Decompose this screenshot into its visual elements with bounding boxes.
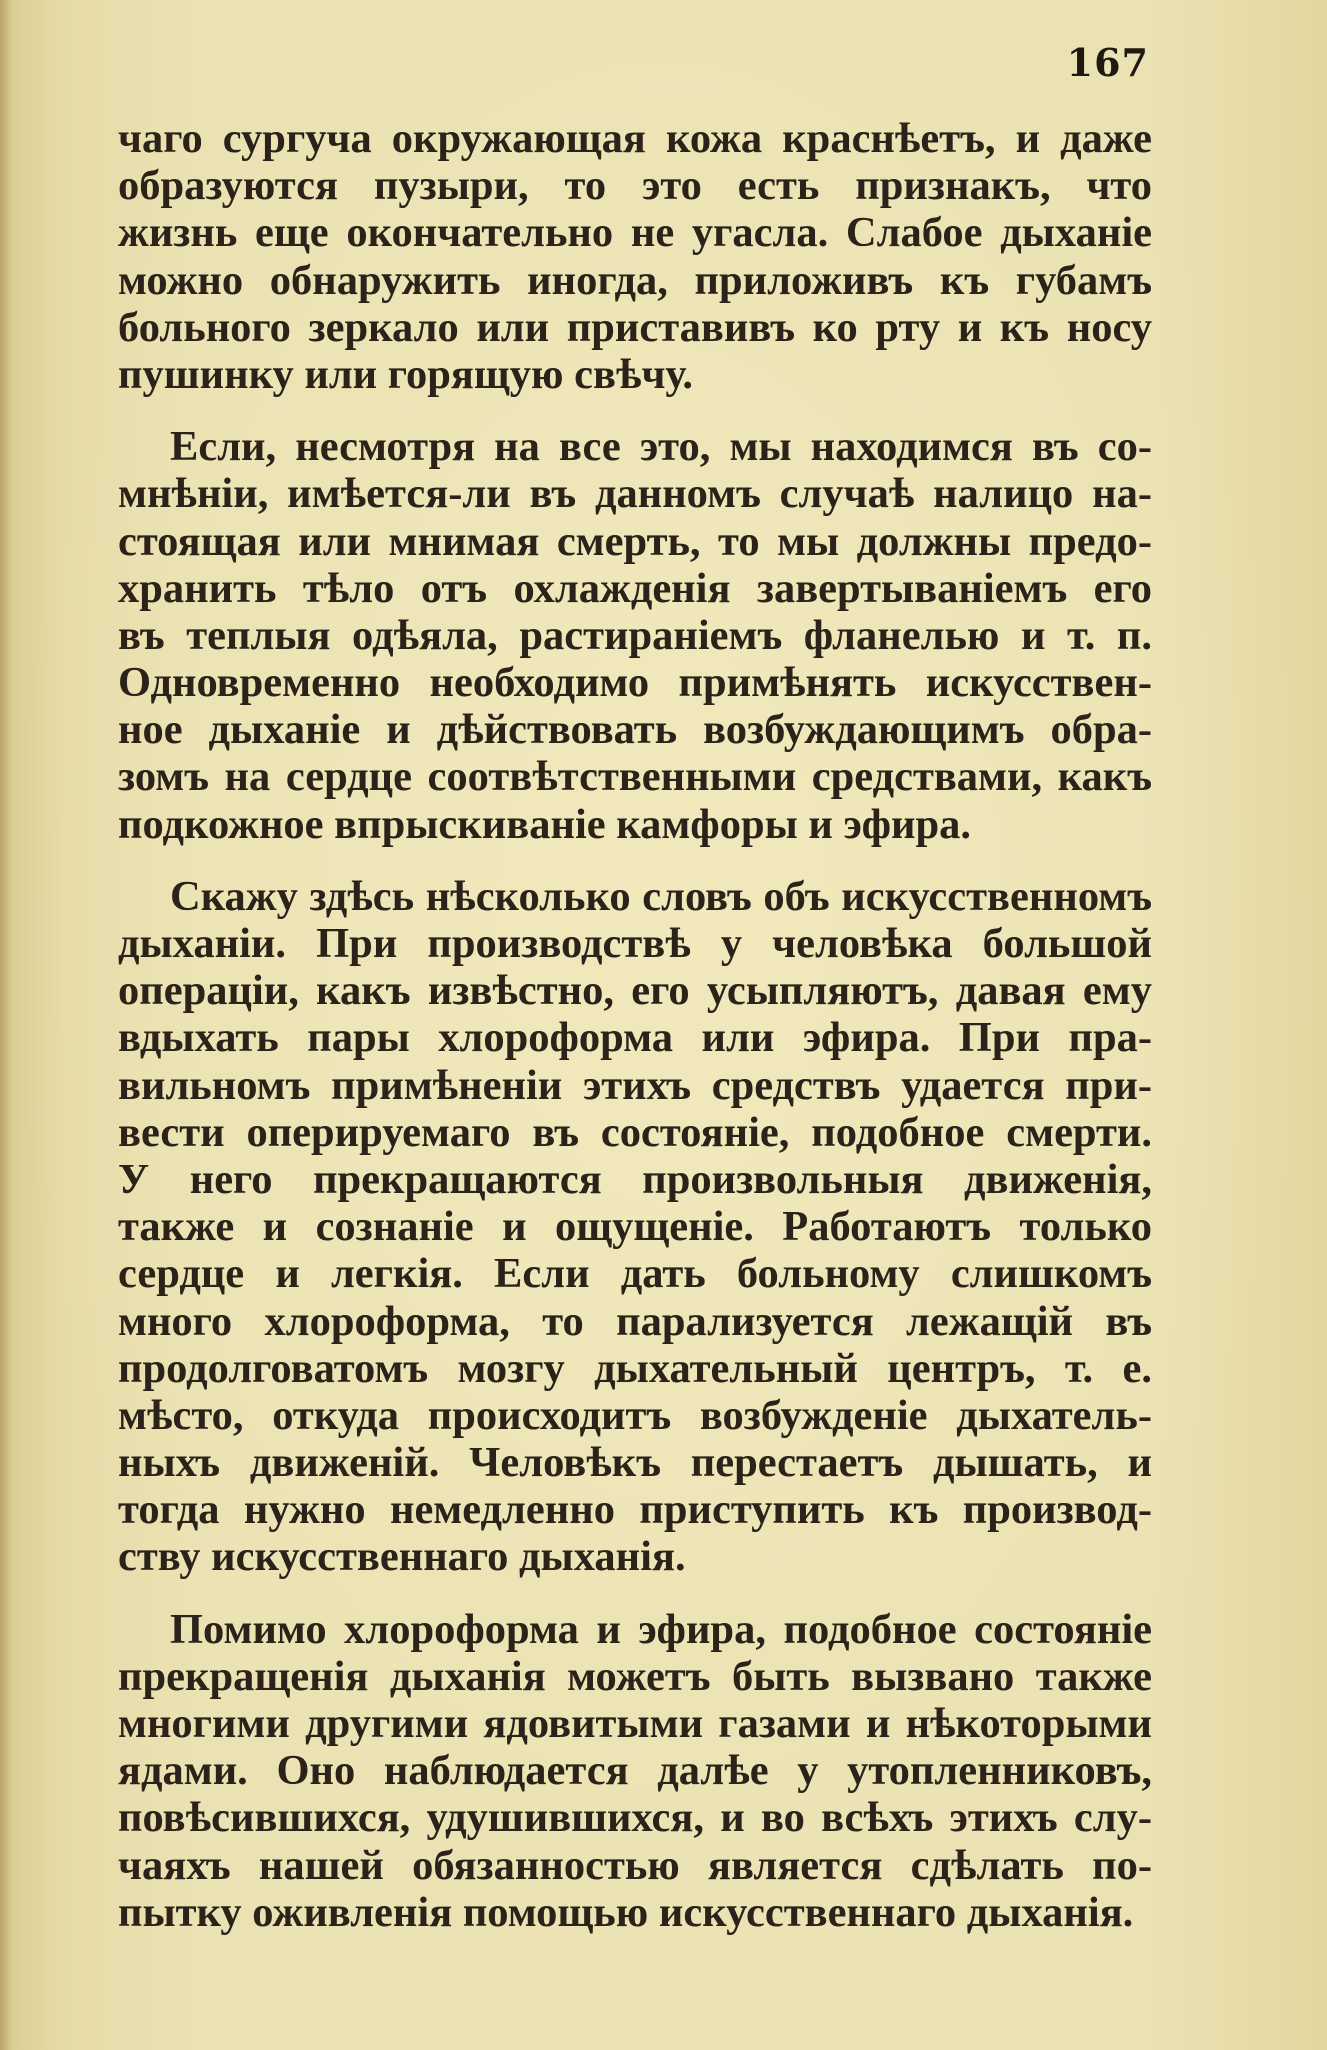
text-line: Помимо хлороформа и эфира, подобное состояніе xyxy=(170,1605,1152,1653)
text-line: ству искусственнаго дыханія. xyxy=(118,1533,686,1581)
paragraph-gap xyxy=(118,1581,1152,1606)
text-line: жизнь еще окончательно не угасла. Слабое дыханіе xyxy=(118,209,1152,257)
text-line: операціи, какъ извѣстно, его усыпляютъ, давая ему xyxy=(118,967,1152,1015)
text-line: Скажу здѣсь нѣсколько словъ объ искусственномъ xyxy=(170,872,1152,920)
paragraph-1 xyxy=(118,115,1152,398)
text-line: стоящая или мнимая смерть, то мы должны предо- xyxy=(118,517,1152,565)
body-text xyxy=(118,115,1152,1936)
text-line: пытку оживленія помощью искусственнаго дыханія. xyxy=(118,1888,1134,1936)
text-line: мѣсто, откуда происходитъ возбужденіе дыхатель- xyxy=(118,1391,1152,1439)
text-line: чаго сургуча окружающая кожа краснѣетъ, и даже xyxy=(118,115,1152,162)
text-line: сердце и легкія. Если дать больному слишкомъ xyxy=(118,1250,1152,1298)
text-line: много хлороформа, то парализуется лежащій въ xyxy=(118,1297,1152,1345)
text-line: вести оперируемаго въ состояніе, подобное смерти. xyxy=(118,1108,1152,1156)
text-line: Одновременно необходимо примѣнять искусствен- xyxy=(118,659,1152,707)
text-line: также и сознаніе и ощущеніе. Работаютъ только xyxy=(118,1203,1152,1251)
text-line: вильномъ примѣненіи этихъ средствъ удается при- xyxy=(118,1061,1152,1109)
text-line: больного зеркало или приставивъ ко рту и къ носу xyxy=(118,303,1152,351)
page-number: 167 xyxy=(1066,40,1149,85)
paragraph-gap xyxy=(118,848,1152,873)
text-line: многими другими ядовитыми газами и нѣкоторыми xyxy=(118,1700,1152,1747)
text-line: подкожное впрыскиваніе камфоры и эфира. xyxy=(118,800,972,848)
text-line: продолговатомъ мозгу дыхательный центръ, т. е. xyxy=(118,1344,1152,1392)
text-line: У него прекращаются произвольныя движенія, xyxy=(118,1155,1152,1203)
text-line: въ теплыя одѣяла, растираніемъ фланелью и т. п. xyxy=(118,611,1152,659)
text-line: тогда нужно немедленно приступить къ производ- xyxy=(118,1486,1152,1534)
text-line: зомъ на сердце соотвѣтственными средствами, какъ xyxy=(118,753,1152,801)
text-line: ныхъ движеній. Человѣкъ перестаетъ дышать, и xyxy=(118,1439,1152,1487)
paragraph-2 xyxy=(118,423,1152,848)
text-line: Если, несмотря на все это, мы находимся въ со- xyxy=(170,423,1152,471)
text-line: образуются пузыри, то это есть признакъ, что xyxy=(118,162,1152,210)
paragraph-4 xyxy=(118,1606,1152,1936)
paragraph-gap xyxy=(118,398,1152,423)
text-line: вдыхать пары хлороформа или эфира. При пра- xyxy=(118,1014,1152,1062)
text-line: прекращенія дыханія можетъ быть вызвано также xyxy=(118,1652,1152,1700)
text-line: дыханіи. При производствѣ у человѣка большой xyxy=(118,920,1152,967)
text-line: повѣсившихся, удушившихся, и во всѣхъ этихъ слу- xyxy=(118,1794,1152,1842)
text-line: ное дыханіе и дѣйствовать возбуждающимъ обра- xyxy=(118,706,1152,754)
text-line: ядами. Оно наблюдается далѣе у утопленниковъ, xyxy=(118,1747,1152,1795)
text-line: хранить тѣло отъ охлажденія завертываніемъ его xyxy=(118,564,1152,612)
text-line: мнѣніи, имѣется-ли въ данномъ случаѣ налицо на- xyxy=(118,470,1152,518)
paragraph-3 xyxy=(118,873,1152,1581)
page-binding-edge xyxy=(0,0,12,2050)
text-line: можно обнаружить иногда, приложивъ къ губамъ xyxy=(118,256,1152,304)
text-line: чаяхъ нашей обязанностью является сдѣлать по- xyxy=(118,1841,1152,1889)
text-line: пушинку или горящую свѣчу. xyxy=(118,350,694,398)
